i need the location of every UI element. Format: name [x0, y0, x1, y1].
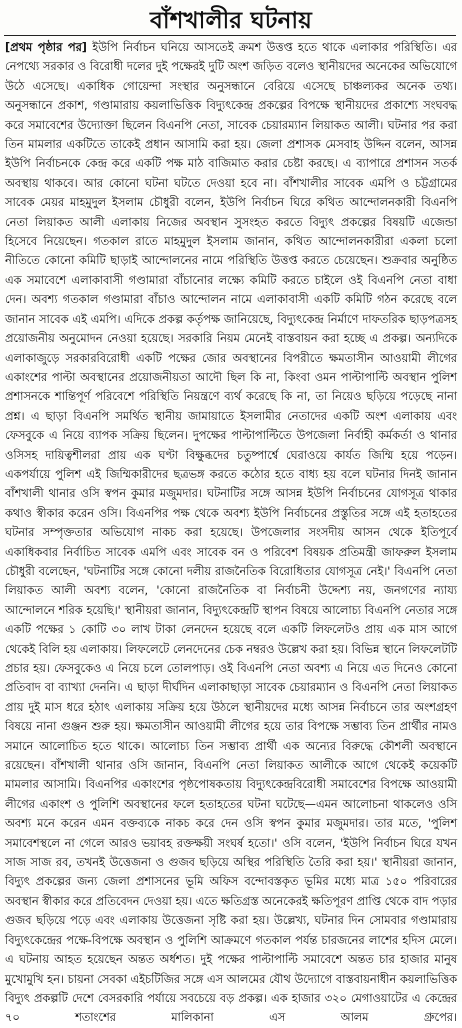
headline-rule	[4, 35, 456, 36]
article-text: ইউপি নির্বাচন ঘনিয়ে আসতেই ক্রমশ উত্তপ্ত হতে থাকে এলাকার পরিস্থিতি। এর নেপথ্যে সরকার ও বিরোধী দলের দুই পক্ষেরই দুটি অংশ জড়িত বলেও স্থানীয়দের অনেকের অভিযোগে উঠে এসেছে। একাধিক গোয়েন্দা সংস্থার অনুসন্ধানে বেরিয়ে এসেছে চাঞ্চল্যকর অনেক তথ্য। অনুসন্ধানে প্রকাশ, গণ্ডামারায় কয়লাভিত্তিক বিদ্যুৎকেন্দ্র প্রকল্পের বিপক্ষে স্থানীয়দের প্রকাশ্যে সংঘবদ্ধ করে সমাবেশের উদ্যোক্তা ছিলেন বিএনপি নেতা, সাবেক চেয়ারম্যান লিয়াকত আলী। ঘটনার পর করা তিন মামলার একটিতে তাকেই প্রধান আসামি করা হয়। জেলা প্রশাসক মেসবাহ উদ্দিন বলেন, আসন্ন ইউপি নির্বাচনকে কেন্দ্র করে একটি পক্ষ মাঠ বাজিমাত করার চেষ্টা করছে। এ ব্যাপারে প্রশাসন সতর্ক অবস্থায় থাকবে। আর কোনো ঘটনা ঘটতে দেওয়া হবে না। বাঁশখালীর সাবেক এমপি ও চট্টগ্রামের সাবেক মেয়র মাহমুদুল ইসলাম চৌধুরী বলেন, ইউপি নির্বাচন ঘিরে কথিত আন্দোলনকারী বিএনপি নেতা লিয়াকত আলী এলাকায় নিজের অবস্থান সুসংহত করতে বিদ্যুৎ প্রকল্পের বিষয়টি এজেন্ডা হিসেবে নিয়েছেন। গতকাল রাতে মাহমুদুল ইসলাম জানান, কথিত আন্দোলনকারীরা একলা চলো নীতিতে কোনো কমিটি ছাড়াই আন্দোলনের নামে পরিস্থিতি উত্তপ্ত করতে চেয়েছেন। শুক্রবার অনুষ্ঠিত এক সমাবেশে এলাকাবাসী গণ্ডামারা বাঁচানোর লক্ষ্যে কমিটি করতে চাইলে ওই বিএনপি নেতা বাধা দেন। অবশ্য গতকাল গণ্ডামারা বাঁচাও আন্দোলন নামে এলাকাবাসী একটি কমিটি গঠন করেছে বলে জানান সাবেক এই এমপি। এদিকে প্রকল্প কর্তৃপক্ষ জানিয়েছে, বিদ্যুৎকেন্দ্র নির্মাণে দাফতরিক ছাড়পত্রসহ প্রয়োজনীয় অনুমোদন নেওয়া হয়েছে। সরকারি নিয়ম মেনেই বাস্তবায়ন করা হচ্ছে এ প্রকল্প। অন্যদিকে এলাকাজুড়ে সরকারবিরোধী একটি পক্ষের জোর অবস্থানের বিপরীতে ক্ষমতাসীন আওয়ামী লীগের একাংশের পাল্টা অবস্থানের প্রয়োজনীয়তা আদৌ ছিল কি না, কিংবা ওমন পাল্টাপাল্টি অবস্থান পুলিশ প্রশাসনকে শান্তিপূর্ণ পরিবেশে পরিস্থিতি নিয়ন্ত্রণে ব্যর্থ করেছে কি না, তা নিয়েও ছড়িয়ে পড়েছে নানা প্রশ্ন। এ ছাড়া বিএনপি সমর্থিত স্থানীয় জামায়াতে ইসলামীর নেতাদের একটি অংশ এলাকায় এবং ফেসবুকে এ নিয়ে ব্যাপক সক্রিয় ছিলেন। দুপক্ষের পাল্টাপাল্টিতে উপজেলা নির্বাহী কর্মকর্তা ও থানার ওসিসহ দায়িত্বশীলরা প্রায় এক ঘণ্টা বিক্ষুব্ধদের চতুষ্পার্শ্বে ঘেরাওয়ে কার্যত জিম্মি হয়ে পড়েন। একপর্যায়ে পুলিশ এই জিম্মিকারীদের ছত্রভঙ্গ করতে কঠোর হতে বাধ্য হয় বলে ঘটনার দিনই জানান বাঁশখালী থানার ওসি স্বপন কুমার মজুমদার। ঘটনাটির সঙ্গে আসন্ন ইউপি নির্বাচনের যোগসূত্র থাকার কথাও স্বীকার করেন ওসি। বিএনপির পক্ষ থেকে অবশ্য ইউপি নির্বাচনের প্রস্তুতির সঙ্গে এই হতাহতের ঘটনার সম্পৃক্ততার অভিযোগ নাকচ করা হয়েছে। উপজেলার সংসদীয় আসন থেকে ইতিপূর্বে একাধিকবার নির্বাচিত সাবেক এমপি এবং সাবেক বন ও পরিবেশ বিষয়ক প্রতিমন্ত্রী জাফরুল ইসলাম চৌধুরী বলেছেন, 'ঘটনাটির সঙ্গে কোনো দলীয় রাজনৈতিক বিরোধিতার যোগসূত্র নেই।' বিএনপি নেতা লিয়াকত আলী অবশ্য বলেন, 'কোনো রাজনৈতিক বা নির্বাচনী উদ্দেশ্য নয়, জনগণের ন্যায্য আন্দোলনে শরিক হয়েছি।' স্থানীয়রা জানান, বিদ্যুৎকেন্দ্রটি স্থাপন বিষয়ে আলোচ্য বিএনপি নেতার সঙ্গে একটি পক্ষের ১ কোটি ৩০ লাখ টাকা লেনদেন হয়েছে বলে একটি লিফলেটও প্রায় এক মাস আগে থেকেই বিলি হয় এলাকায়। লিফলেটে লেনদেনের চেক নম্বরও উল্লেখ করা হয়। বিভিন্ন স্থানে লিফলেটটি প্রচার হয়। ফেসবুকেও এ নিয়ে চলে তোলপাড়। ওই বিএনপি নেতা অবশ্য এ নিয়ে এত দিনেও কোনো প্রতিবাদ বা ব্যাখ্যা দেননি। এ ছাড়া দীর্ঘদিন এলাকাছাড়া সাবেক চেয়ারম্যান ও বিএনপি নেতা লিয়াকত প্রায় দুই মাস ধরে হঠাৎ এলাকায় সক্রিয় হয়ে উঠলে স্থানীয়দের মধ্যে আসন্ন নির্বাচনে তার অংশগ্রহণ বিষয়ে নানা গুঞ্জন শুরু হয়। ক্ষমতাসীন আওয়ামী লীগের হয়ে তার বিপক্ষে সম্ভাব্য তিন প্রার্থীর নামও সমানে আলোচিত হতে থাকে। আলোচ্য তিন সম্ভাব্য প্রার্থী এক অন্যের বিরুদ্ধে কৌশলী অবস্থানে রয়েছেন। বাঁশখালী থানার ওসি জানান, বিএনপি নেতা লিয়াকত আলীকে আগে থেকেই কয়েকটি মামলার আসামি। বিএনপির একাংশের পৃষ্ঠপোষকতায় বিদ্যুৎকেন্দ্রবিরোধী সমাবেশের বিপক্ষে আওয়ামী লীগের একাংশ ও পুলিশি অবস্থানের ফলে হতাহতের ঘটনা ঘটেছে—এমন আলোচনা থাকলেও ওসি অবশ্য মনে করেন এমন বক্তব্যকে নাকচ করে দেন ওসি স্বপন কুমার মজুমদার। তার মতে, 'পুলিশ সমাবেশস্থলে না গেলে আরও ভয়াবহ রক্তক্ষয়ী সংঘর্ষ হতো।' ওসি বলেন, 'ইউপি নির্বাচন ঘিরে যখন সাজ সাজ রব, তখনই উত্তেজনা ও গুজব ছড়িয়ে অস্থির পরিস্থিতি তৈরি করা হয়।' স্থানীয়রা জানান, বিদ্যুৎ প্রকল্পের জন্য জেলা প্রশাসনের ভূমি অফিস বন্দোবস্তকৃত ভূমির মধ্যে মাত্র ১৫০ পরিবারের অবস্থান স্বীকার করে প্রতিবেদন দেওয়া হয়। এতে ক্ষতিগ্রস্ত অনেকেরই ক্ষতিপূরণ প্রাপ্তি থেকে বাদ পড়ার গুজব ছড়িয়ে পড়ে এবং এলাকায় উত্তেজনা সৃষ্টি করা হয়। উল্লেখ্য, ঘটনার দিন সোমবার গণ্ডামারায় বিদ্যুৎকেন্দ্রের পক্ষে-বিপক্ষে অবস্থান ও পুলিশি আক্রমণে গতকাল পর্যন্ত চারজনের লাশের হদিস মেলে। এ ঘটনায় আহত হয়েছেন অন্তত অর্ধশত। দুই পক্ষের পাল্টাপাল্টি সমাবেশে অন্তত চার হাজার মানুষ মুখোমুখি হন। চায়না সেবকা এইচটিজির সঙ্গে এস আলমের যৌথ উদ্যোগে বাস্তবায়নাধীন কয়লাভিত্তিক বিদ্যুৎ প্রকল্পটি দেশে বেসরকারি পর্যায়ে সবচেয়ে বড় প্রকল্প। এক হাজার ৩২০ মেগাওয়াটের এ কেন্দ্রের ৭০ শতাংশের মালিকানা এস আলম গ্রুপের।	[5, 41, 457, 1025]
article-paragraph	[5, 38, 457, 1028]
article-body	[5, 38, 457, 1025]
continued-from-label: [প্রথম পৃষ্ঠার পর]	[5, 41, 87, 54]
article-headline: বাঁশখালীর ঘটনায়	[150, 8, 312, 34]
